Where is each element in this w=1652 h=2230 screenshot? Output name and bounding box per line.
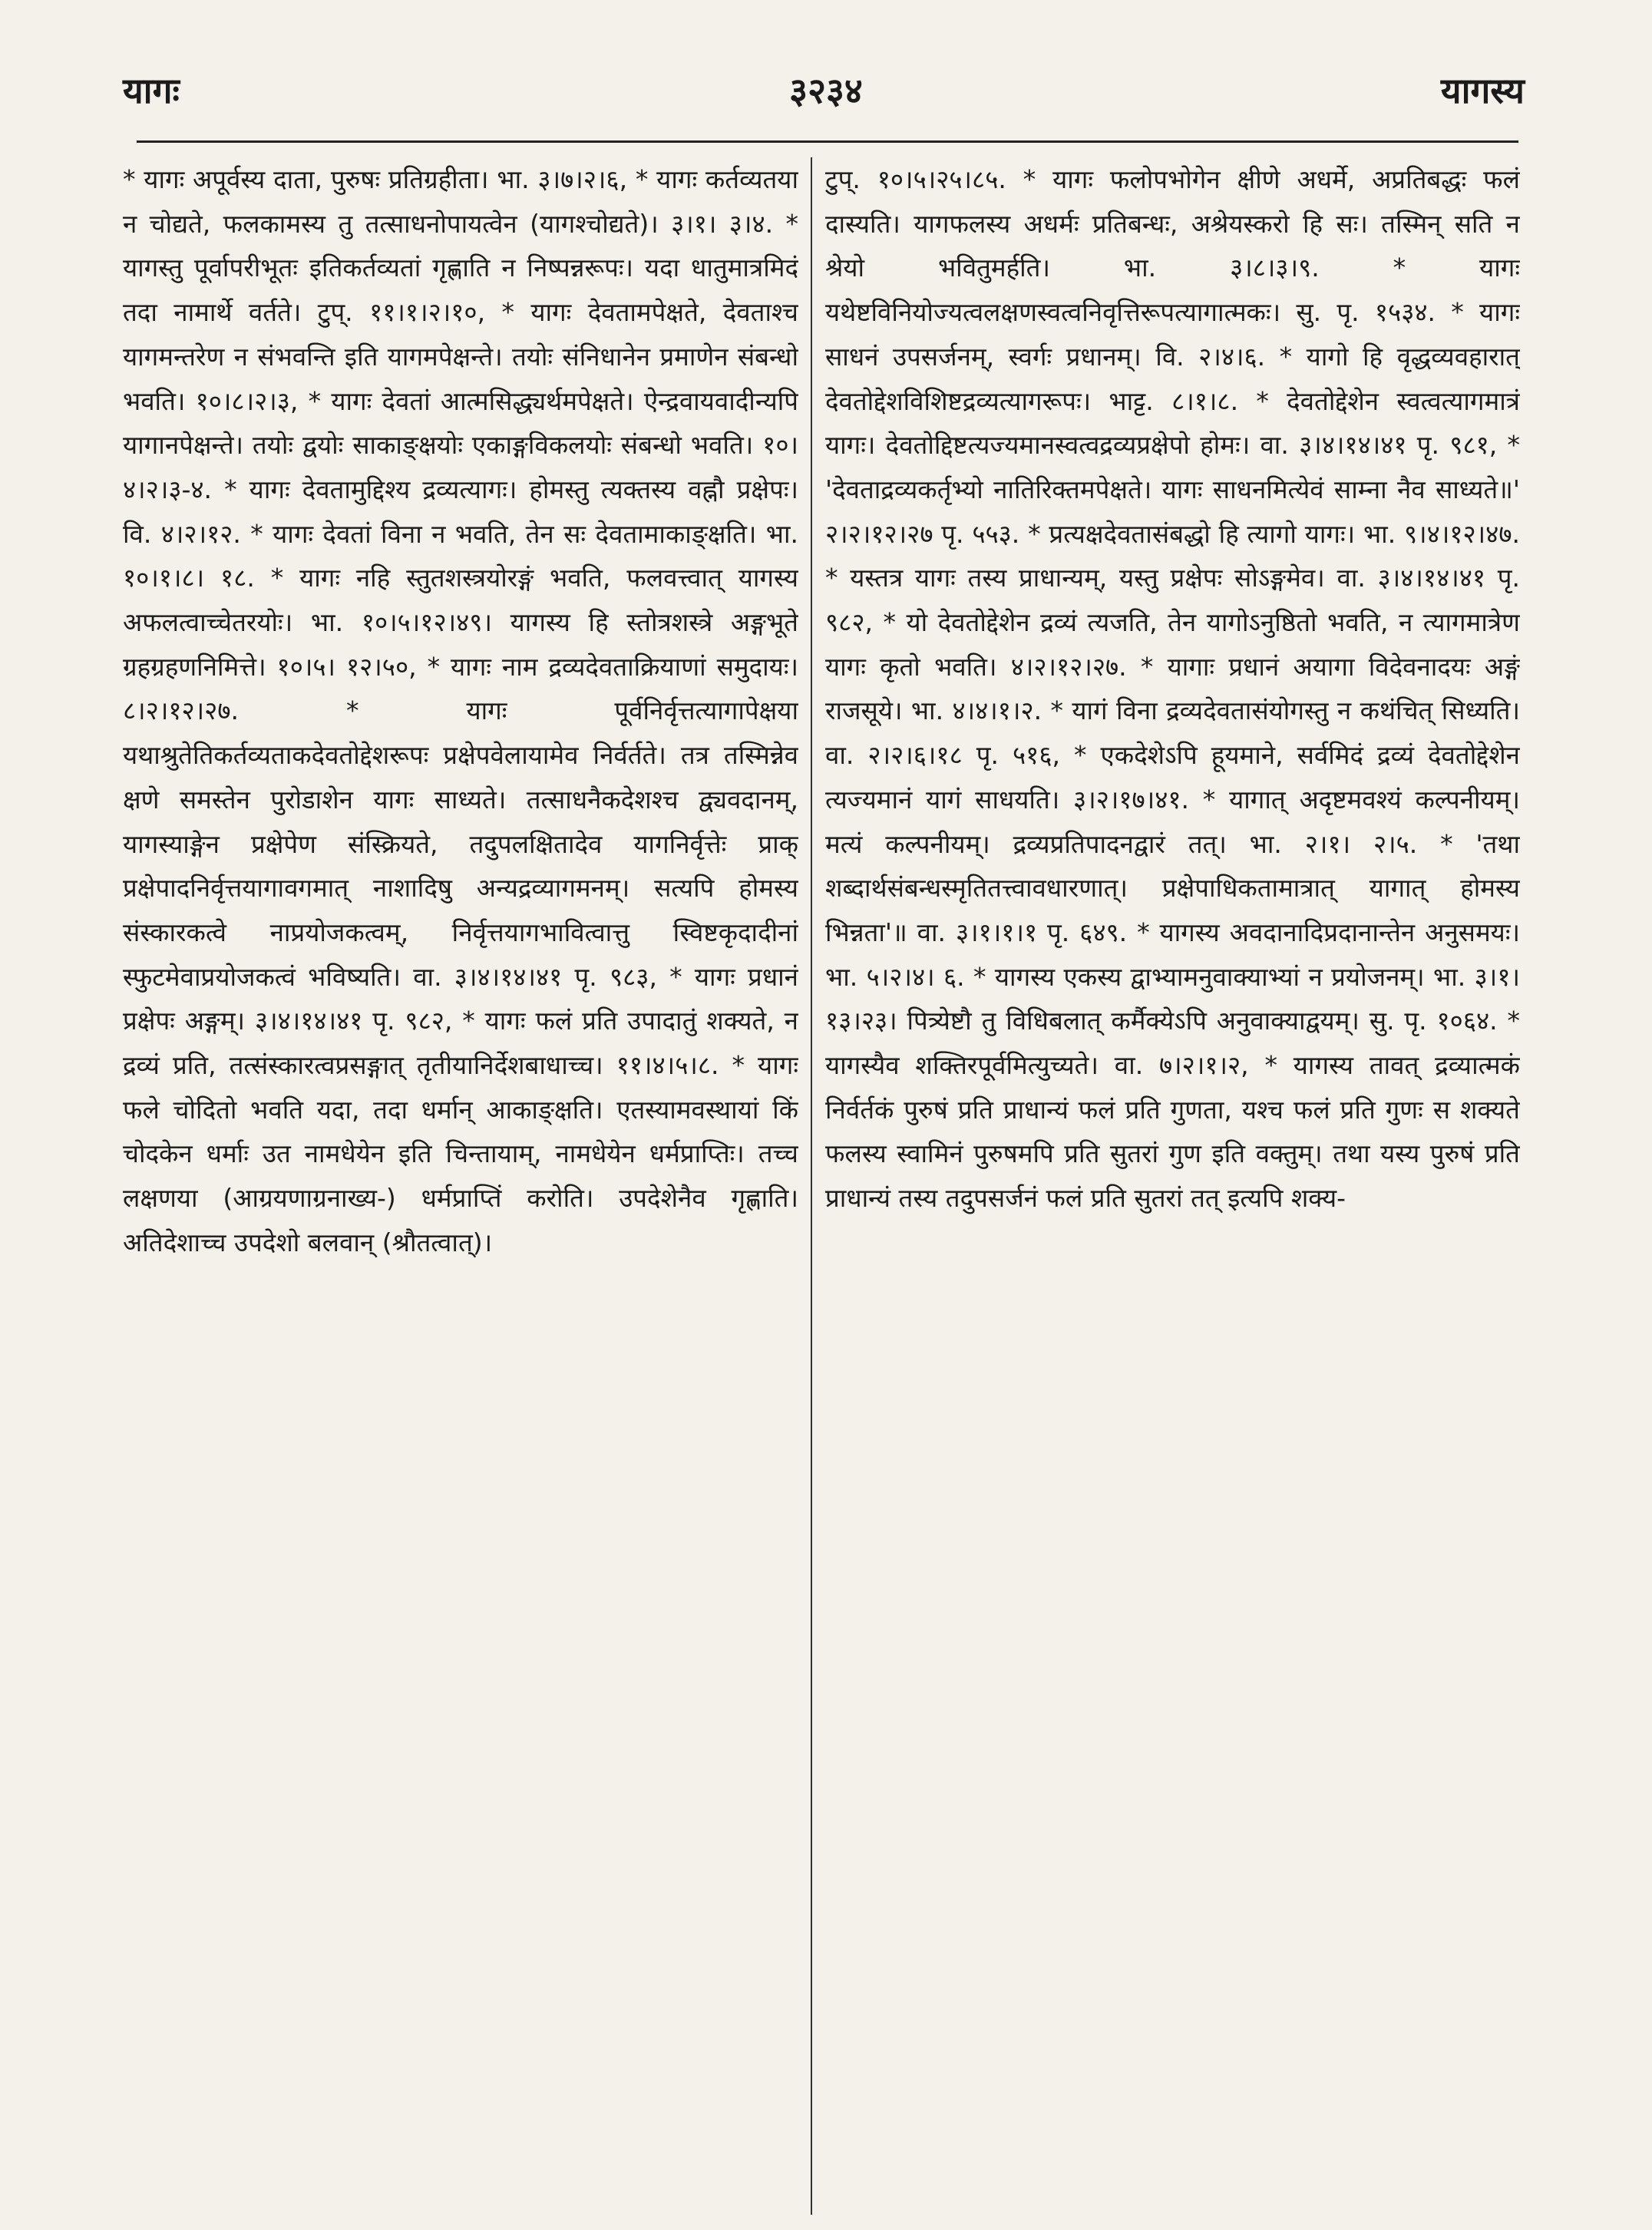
running-head-right: यागस्य [1440, 70, 1525, 111]
right-column-text: टुप्. १०।५।२५।८५. * यागः फलोपभोगेन क्षीणे अधर्मे, अप्रतिबद्धः फलं दास्यति। यागफलस्य अधर्मः प्रतिबन्धः, अश्रेयस्करो हि सः। तस्मिन् सति न श्रेयो भवितुमर्हति। भा. ३।८।३।९. * यागः यथेष्टविनियोज्यत्वलक्षणस्वत्वनिवृत्तिरूपत्यागात्मकः। सु. पृ. १५३४. * यागः साधनं उपसर्जनम्, स्वर्गः प्रधानम्। वि. २।४।६. * यागो हि वृद्धव्यवहारात् देवतोद्देशविशिष्टद्रव्यत्यागरूपः। भाट्ट. ८।१।८. * देवतोद्देशेन स्वत्वत्यागमात्रं यागः। देवतोद्दिष्टत्यज्यमानस्वत्वद्रव्यप्रक्षेपो होमः। वा. ३।४।१४।४१ पृ. ९८१, * 'देवताद्रव्यकर्तृभ्यो नातिरिक्तमपेक्षते। यागः साधनमित्येवं साम्ना नैव साध्यते॥' २।२।१२।२७ पृ. ५५३. * प्रत्यक्षदेवतासंबद्धो हि त्यागो यागः। भा. ९।४।१२।४७. * यस्तत्र यागः तस्य प्राधान्यम्, यस्तु प्रक्षेपः सोऽङ्गमेव। वा. ३।४।१४।४१ पृ. ९८२, * यो देवतोद्देशेन द्रव्यं त्यजति, तेन यागोऽनुष्ठितो भवति, न त्यागमात्रेण यागः कृतो भवति। ४।२।१२।२७. * यागाः प्रधानं अयागा विदेवनादयः अङ्गं राजसूये। भा. ४।४।१।२. * यागं विना द्रव्यदेवतासंयोगस्तु न कथंचित् सिध्यति। वा. २।२।६।१८ पृ. ५१६, * एकदेशेऽपि हूयमाने, सर्वमिदं द्रव्यं देवतोद्देशेन त्यज्यमानं यागं साधयति। ३।२।१७।४१. * यागात् अदृष्टमवश्यं कल्पनीयम्। मत्यं कल्पनीयम्। द्रव्यप्रतिपादनद्वारं तत्। भा. २।१। २।५. * 'तथा शब्दार्थसंबन्धस्मृतितत्त्वावधारणात्। प्रक्षेपाधिकतामात्रात् यागात् होमस्य भिन्नता'॥ वा. ३।१।१।१ पृ. ६४९. * यागस्य अवदानादिप्रदानान्तेन अनुसमयः। भा. ५।२।४। ६. * यागस्य एकस्य द्वाभ्यामनुवाक्याभ्यां न प्रयोजनम्। भा. ३।१।१३।२३। पित्र्येष्टौ तु विधिबलात् कर्मैक्येऽपि अनुवाक्याद्वयम्। सु. पृ. १०६४. * यागस्यैव शक्तिरपूर्वमित्युच्यते। वा. ७।२।१।२, * यागस्य तावत् द्रव्यात्मकं निर्वर्तकं पुरुषं प्रति प्राधान्यं फलं प्रति गुणता, यश्च फलं प्रति गुणः स शक्यते फलस्य स्वामिनं पुरुषमपि प्रति सुतरां गुण इति वक्तुम्। तथा यस्य पुरुषं प्रति प्राधान्यं तस्य तदुपसर्जनं फलं प्रति सुतरां तत् इत्यपि शक्य- [825, 164, 1520, 1214]
page-number: ३२३४ [789, 70, 863, 111]
running-head-left: यागः [123, 70, 180, 111]
header-rule [137, 140, 1518, 143]
left-column [123, 157, 798, 2153]
left-column-text: * यागः अपूर्वस्य दाता, पुरुषः प्रतिग्रहीता। भा. ३।७।२।६, * यागः कर्तव्यतया न चोद्यते, फलकामस्य तु तत्साधनोपायत्वेन (यागश्चोद्यते)। ३।१। ३।४. * यागस्तु पूर्वापरीभूतः इतिकर्तव्यतां गृह्णाति न निष्पन्नरूपः। यदा धातुमात्रमिदं तदा नामार्थे वर्तते। टुप्. ११।१।२।१०, * यागः देवतामपेक्षते, देवताश्च यागमन्तरेण न संभवन्ति इति यागमपेक्षन्ते। तयोः संनिधानेन प्रमाणेन संबन्धो भवति। १०।८।२।३, * यागः देवतां आत्मसिद्ध्यर्थमपेक्षते। ऐन्द्रवायवादीन्यपि यागानपेक्षन्ते। तयोः द्वयोः साकाङ्क्षयोः एकाङ्गविकलयोः संबन्धो भवति। १०।४।२।३-४. * यागः देवतामुद्दिश्य द्रव्यत्यागः। होमस्तु त्यक्तस्य वह्नौ प्रक्षेपः। वि. ४।२।१२. * यागः देवतां विना न भवति, तेन सः देवतामाकाङ्क्षति। भा. १०।१।८। १८. * यागः नहि स्तुतशस्त्रयोरङ्गं भवति, फलवत्त्वात् यागस्य अफलत्वाच्चेतरयोः। भा. १०।५।१२।४९। यागस्य हि स्तोत्रशस्त्रे अङ्गभूते ग्रहग्रहणनिमित्ते। १०।५। १२।५०, * यागः नाम द्रव्यदेवताक्रियाणां समुदायः। ८।२।१२।२७. * यागः पूर्वनिर्वृत्तत्यागापेक्षया यथाश्रुतेतिकर्तव्यताकदेवतोद्देशरूपः प्रक्षेपवेलायामेव निर्वर्तते। तत्र तस्मिन्नेव क्षणे समस्तेन पुरोडाशेन यागः साध्यते। तत्साधनैकदेशश्च द्व्यवदानम्, यागस्याङ्गेन प्रक्षेपेण संस्क्रियते, तदुपलक्षितादेव यागनिर्वृत्तेः प्राक् प्रक्षेपादनिर्वृत्तयागावगमात् नाशादिषु अन्यद्रव्यागमनम्। सत्यपि होमस्य संस्कारकत्वे नाप्रयोजकत्वम्, निर्वृत्तयागभावित्वात्तु स्विष्टकृदादीनां स्फुटमेवाप्रयोजकत्वं भविष्यति। वा. ३।४।१४।४१ पृ. ९८३, * यागः प्रधानं प्रक्षेपः अङ्गम्। ३।४।१४।४१ पृ. ९८२, * यागः फलं प्रति उपादातुं शक्यते, न द्रव्यं प्रति, तत्संस्कारत्वप्रसङ्गात् तृतीयानिर्देशबाधाच्च। ११।४।५।८. * यागः फले चोदितो भवति यदा, तदा धर्मान् आकाङ्क्षति। एतस्यामवस्थायां किं चोदकेन धर्माः उत नामधेयेन इति चिन्तायाम्, नामधेयेन धर्मप्राप्तिः। तच्च लक्षणया (आग्रयणाग्रनाख्य-) धर्मप्राप्तिं करोति। उपदेशेनैव गृह्णाति। अतिदेशाच्च उपदेशो बलवान् (श्रौतत्वात्)। [123, 164, 798, 1257]
column-divider [811, 157, 812, 2215]
right-column [825, 157, 1520, 2153]
